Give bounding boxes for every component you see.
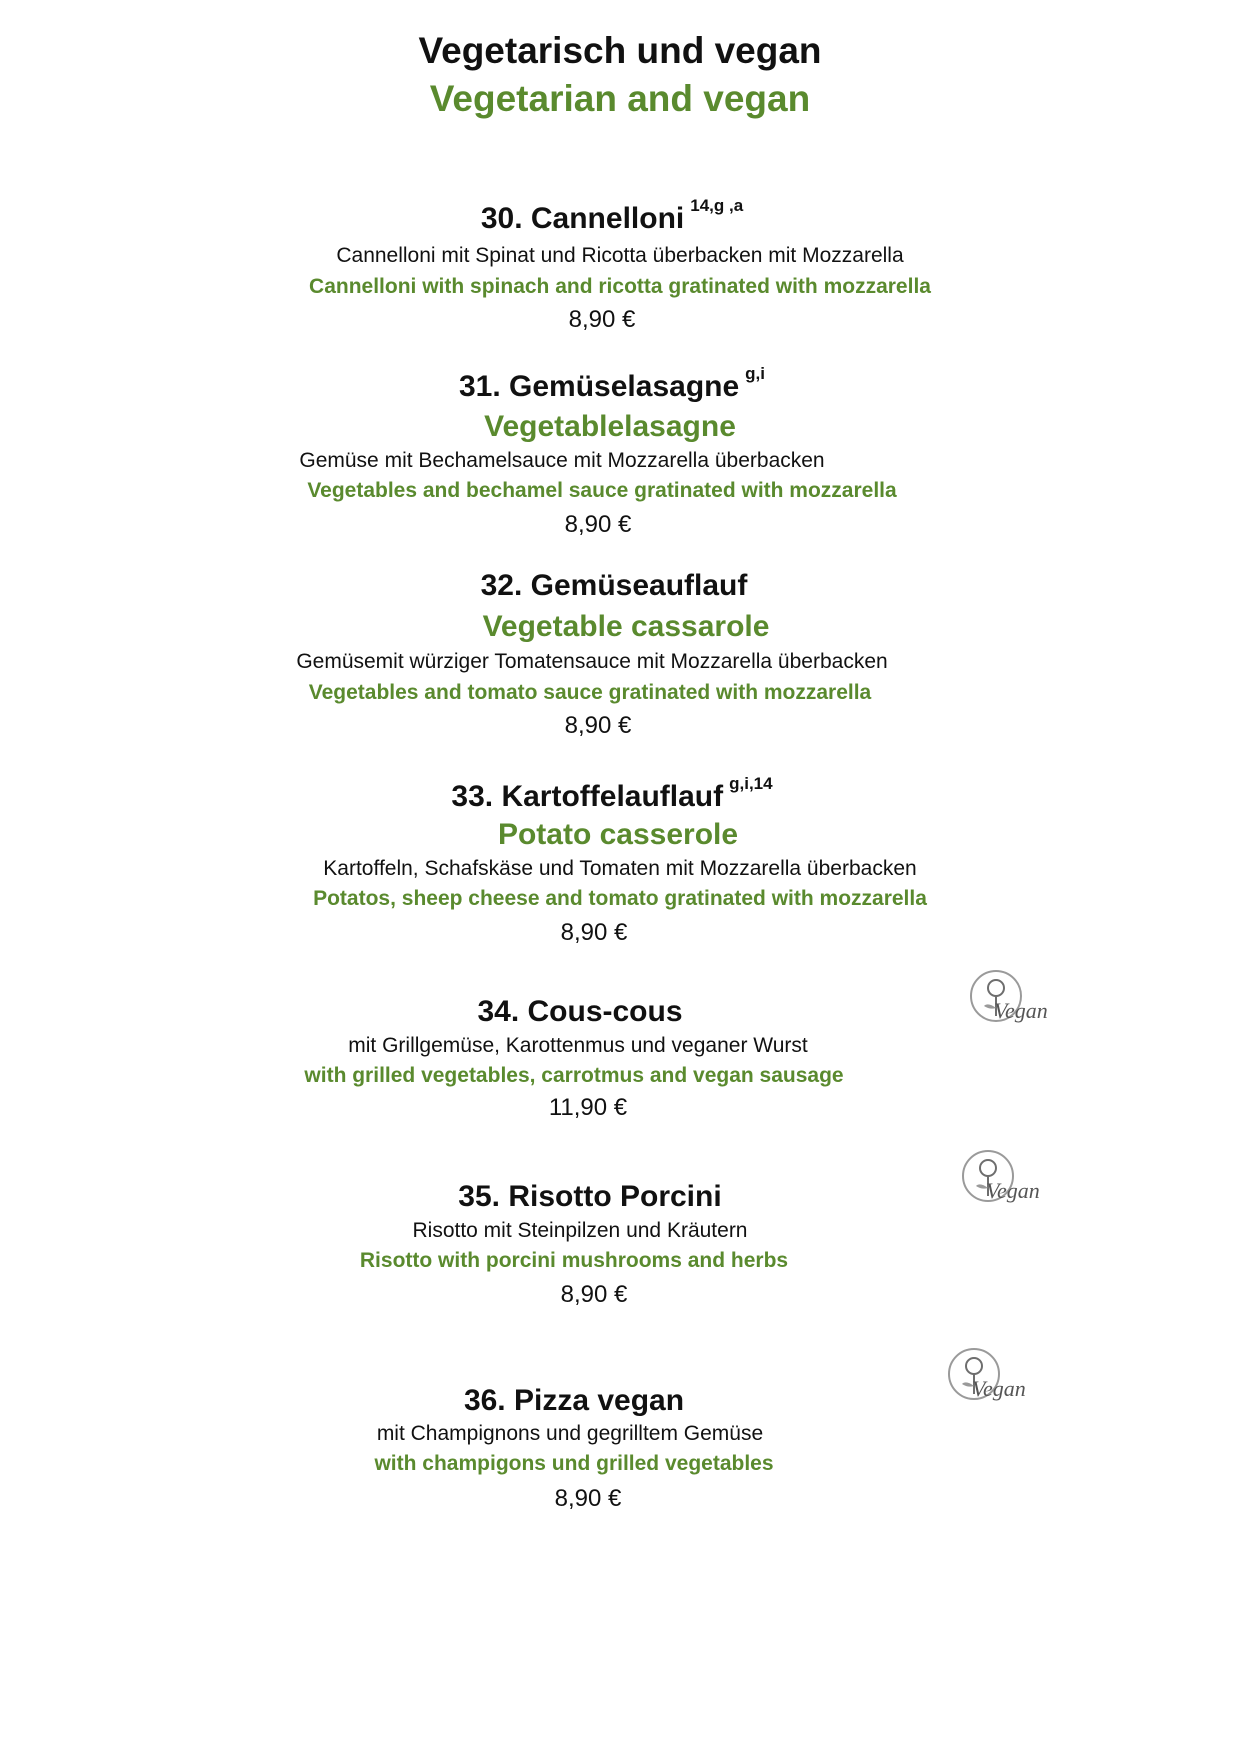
item-32-desc-en: Vegetables and tomato sauce gratinated with mozzarella <box>308 681 872 704</box>
vegan-badge-label: Vegan <box>986 1178 1040 1203</box>
item-31-desc-de: Gemüse mit Bechamelsauce mit Mozzarella überbacken <box>299 449 825 472</box>
vegan-badge-label: Vegan <box>972 1376 1026 1401</box>
vegan-logo-icon <box>968 968 1050 1034</box>
item-35-name: 35. Risotto Porcini <box>458 1180 722 1213</box>
page-title-de: Vegetarisch und vegan <box>418 30 822 71</box>
item-31-allergens: g,i <box>745 364 765 383</box>
item-30-price: 8,90 € <box>568 306 636 333</box>
vegan-logo-icon <box>960 1148 1042 1214</box>
item-30-name: 30. Cannelloni $^{14,g ,a}$ <box>480 196 744 235</box>
item-33-name: 33. Kartoffelauflauf $^{g,i,14}$ <box>451 774 773 813</box>
item-32-price: 8,90 € <box>564 712 632 739</box>
item-36-desc-de: mit Champignons und gegrilltem Gemüse <box>376 1422 764 1445</box>
item-34-name: 34. Cous-cous <box>477 995 683 1028</box>
vegan-badge-label: Vegan <box>994 998 1048 1023</box>
item-32-name: 32. Gemüseauflauf <box>480 569 748 602</box>
item-33-desc-en: Potatos, sheep cheese and tomato gratinated with mozzarella <box>313 887 927 910</box>
item-36-price: 8,90 € <box>554 1485 622 1512</box>
item-31-price: 8,90 € <box>564 511 632 538</box>
item-35-price: 8,90 € <box>560 1281 628 1308</box>
item-30-desc-en: Cannelloni with spinach and ricotta gratinated with mozzarella <box>309 275 931 298</box>
item-30-allergens: 14,g ,a <box>690 196 744 215</box>
item-33-name-en: Potato casserole <box>497 818 739 851</box>
item-31-name: 31. Gemüselasagne $^{g,i}$ <box>459 364 765 403</box>
item-34-price: 11,90 € <box>548 1094 628 1121</box>
item-34-desc-de: mit Grillgemüse, Karottenmus und veganer Wurst <box>348 1034 808 1057</box>
item-33-desc-de: Kartoffeln, Schafskäse und Tomaten mit Mozzarella überbacken <box>323 857 917 880</box>
item-35-desc-de: Risotto mit Steinpilzen und Kräutern <box>412 1219 748 1242</box>
vegan-logo-icon <box>946 1346 1028 1412</box>
item-35-desc-en: Risotto with porcini mushrooms and herbs <box>359 1249 789 1272</box>
item-34-desc-en: with grilled vegetables, carrotmus and vegan sausage <box>304 1064 844 1087</box>
item-31-desc-en: Vegetables and bechamel sauce gratinated with mozzarella <box>307 479 897 502</box>
item-33-allergens: g,i,14 <box>729 774 773 793</box>
item-36-name: 36. Pizza vegan <box>463 1384 685 1417</box>
item-33-price: 8,90 € <box>560 919 628 946</box>
item-32-desc-de: Gemüsemit würziger Tomatensauce mit Mozzarella überbacken <box>296 650 888 673</box>
item-31-name-en: Vegetablelasagne <box>484 410 736 443</box>
page-title-en: Vegetarian and vegan <box>429 78 811 119</box>
item-36-desc-en: with champigons und grilled vegetables <box>374 1452 774 1475</box>
item-32-name-en: Vegetable cassarole <box>482 610 770 643</box>
item-30-desc-de: Cannelloni mit Spinat und Ricotta überbacken mit Mozzarella <box>336 244 904 267</box>
